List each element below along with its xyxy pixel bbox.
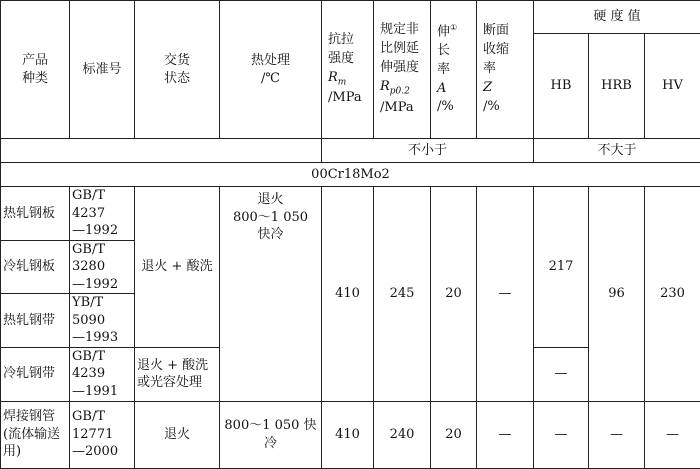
- header-elongation: 伸① 长 率 A /%: [431, 1, 477, 139]
- hv-value-pipe: —: [645, 401, 700, 468]
- grade-row: 00Cr18Mo2: [1, 163, 700, 187]
- hrb-value: 96: [589, 187, 645, 402]
- header-heat-treatment: 热处理 /℃: [220, 1, 322, 139]
- hb-value-pipe: —: [534, 401, 589, 468]
- header-product: 产品 种类: [1, 1, 70, 139]
- proof-value: 245: [374, 187, 431, 402]
- footnote-marker: ①: [450, 23, 457, 32]
- reduction-value: —: [477, 187, 534, 402]
- header-tensile-strength: 抗拉 强度 $R_m$ /MPa: [322, 1, 374, 139]
- proof-value-pipe: 240: [374, 401, 431, 468]
- standard-cold-rolled-plate: GB/T 3280 —1992: [70, 240, 135, 294]
- tensile-value-pipe: 410: [322, 401, 374, 468]
- standard-hot-rolled-strip: YB/T 5090 —1993: [70, 294, 135, 348]
- delivery-annealed-pickled-or-bright: 退火 + 酸洗 或光容处理: [135, 347, 220, 401]
- header-not-more-than: 不大于: [534, 139, 700, 163]
- reduction-value-pipe: —: [477, 401, 534, 468]
- header-delivery: 交货 状态: [135, 1, 220, 139]
- header-hv: HV: [645, 34, 700, 139]
- header-hardness: 硬 度 值: [534, 1, 700, 34]
- product-welded-pipe: 焊接钢管 (流体输送 用): [1, 401, 70, 468]
- hb-value: 217: [534, 187, 589, 348]
- product-cold-rolled-strip: 冷轧钢带: [1, 347, 70, 401]
- elongation-value: 20: [431, 187, 477, 402]
- standard-cold-rolled-strip: GB/T 4239 —1991: [70, 347, 135, 401]
- delivery-annealed-pickled: 退火 + 酸洗: [135, 187, 220, 348]
- product-cold-rolled-plate: 冷轧钢板: [1, 240, 70, 294]
- standard-welded-pipe: GB/T 12771 —2000: [70, 401, 135, 468]
- product-hot-rolled-plate: 热轧钢板: [1, 187, 70, 241]
- header-proof-strength: 规定非 比例延 伸强度 $R_{p0.2}$ /MPa: [374, 1, 431, 139]
- heat-treatment-annealed: 退火 800～1 050 快冷: [220, 187, 322, 402]
- hrb-value-pipe: —: [589, 401, 645, 468]
- tensile-value: 410: [322, 187, 374, 402]
- heat-treatment-pipe: 800～1 050 快冷: [220, 401, 322, 468]
- header-reduction-of-area: 断面 收缩 率 Z /%: [477, 1, 534, 139]
- hv-value: 230: [645, 187, 700, 402]
- elongation-value-pipe: 20: [431, 401, 477, 468]
- header-not-less-than: 不小于: [322, 139, 534, 163]
- header-spacer: [1, 139, 322, 163]
- standard-hot-rolled-plate: GB/T 4237 —1992: [70, 187, 135, 241]
- header-standard: 标准号: [70, 1, 135, 139]
- delivery-pipe: 退火: [135, 401, 220, 468]
- header-hb: HB: [534, 34, 589, 139]
- product-hot-rolled-strip: 热轧钢带: [1, 294, 70, 348]
- header-hrb: HRB: [589, 34, 645, 139]
- hb-value-cold-strip: —: [534, 347, 589, 401]
